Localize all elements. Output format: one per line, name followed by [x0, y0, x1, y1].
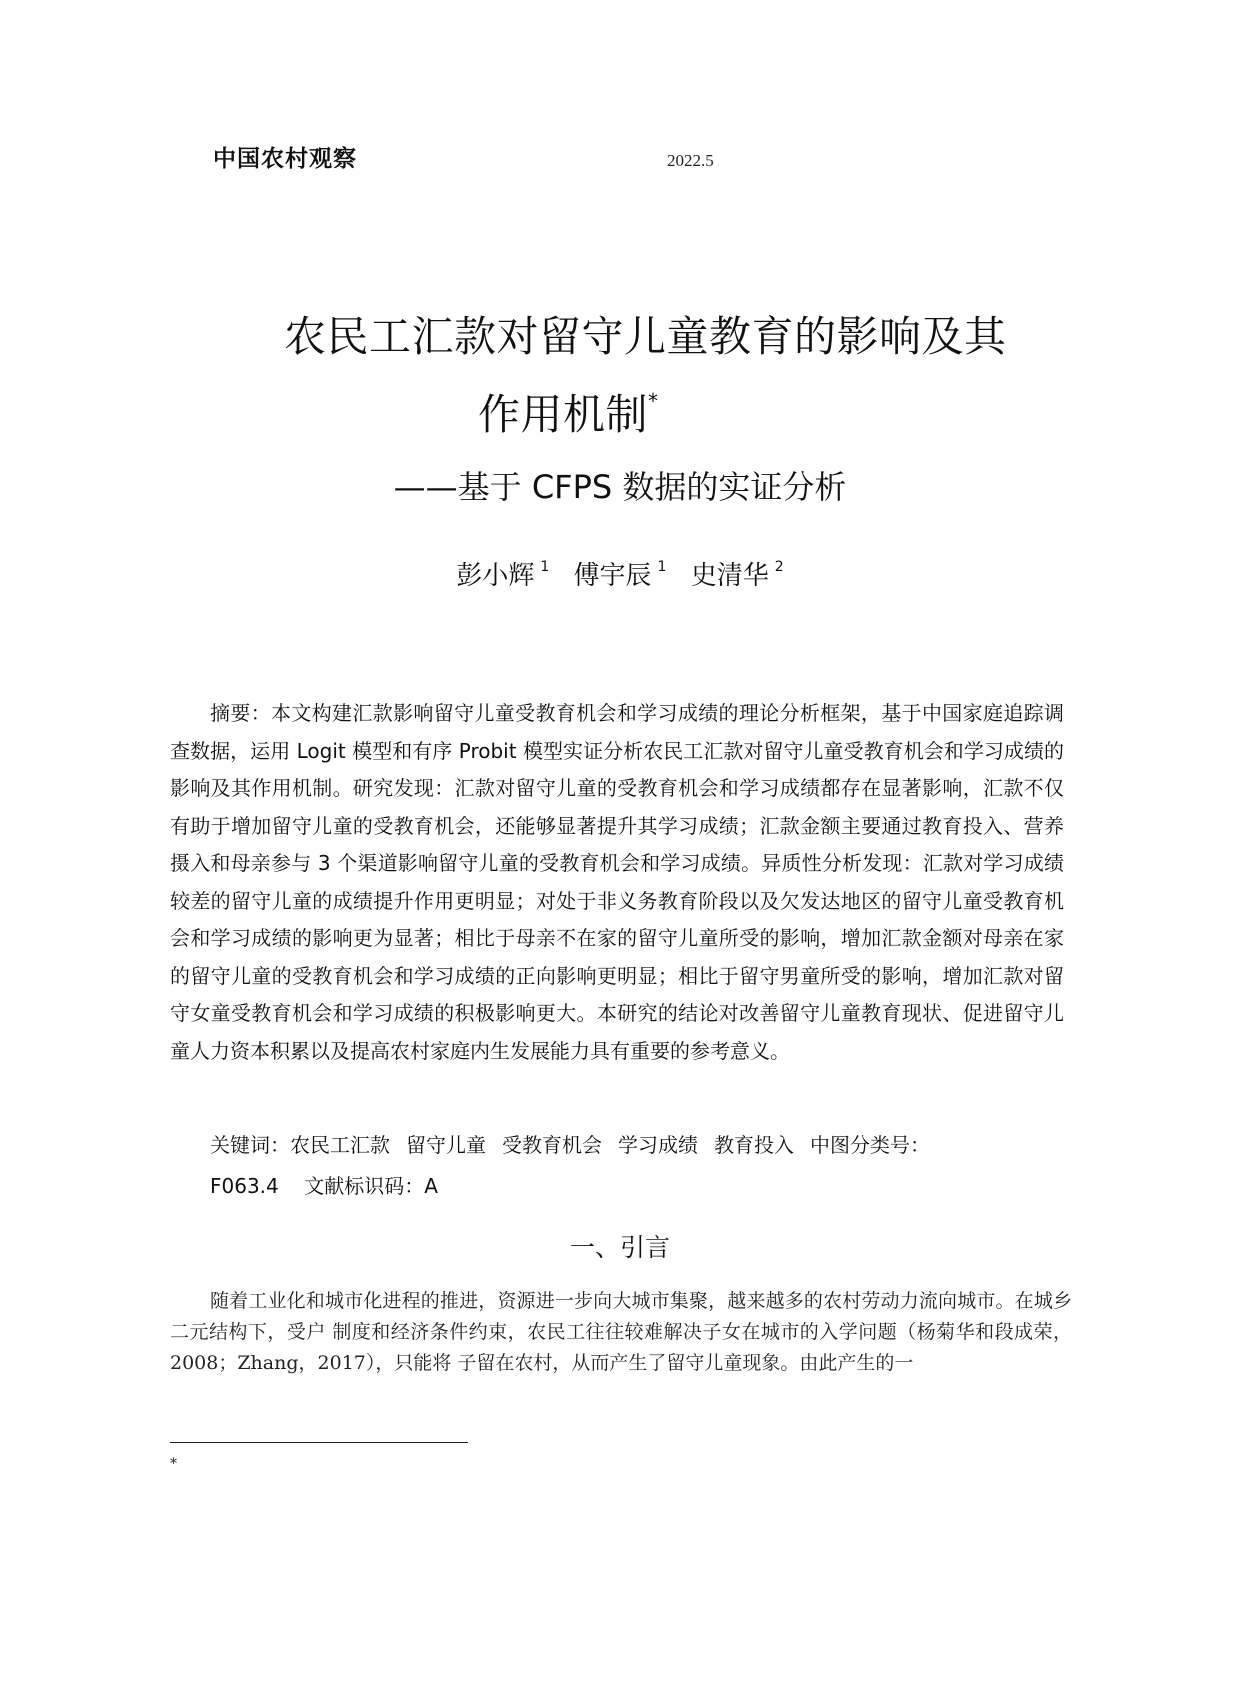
section-heading: 一、引言 — [569, 1233, 670, 1262]
title-footnote-marker[interactable]: * — [648, 389, 659, 413]
classification-line — [210, 1166, 1064, 1207]
footnote-divider — [170, 1442, 468, 1443]
keyword: 农民工汇款 — [290, 1133, 390, 1157]
author — [574, 561, 667, 591]
author-affiliation: 1 — [540, 559, 550, 576]
journal-logo: 中国农村观察 — [213, 146, 357, 172]
doc-code-value: A — [424, 1174, 438, 1198]
keyword: 留守儿童 — [406, 1133, 486, 1157]
keywords-block — [210, 1125, 1064, 1207]
keyword: 学习成绩 — [618, 1133, 698, 1157]
author-name: 史清华 — [690, 561, 769, 591]
body-paragraph: 随着工业化和城市化进程的推进，资源进一步向大城市集聚，越来越多的农村劳动力流向城市。在城乡二元结构下，受户 制度和经济条件约束，农民工往往较难解决子女在城市的入学问题（杨菊华和段成荣，2008；Zhang，2017），只能将 子留在农村，从而产生了留守儿童现象。由此产生的一 — [170, 1290, 1072, 1374]
keywords-line — [210, 1125, 1064, 1166]
author-name: 傅宇辰 — [573, 561, 652, 591]
issue-number: 2022.5 — [667, 151, 714, 170]
footnote-marker: * — [170, 1456, 177, 1472]
clc-value: F063.4 — [210, 1174, 279, 1198]
keywords-label: 关键词： — [210, 1133, 290, 1157]
title-line-2-text: 作用机制 — [478, 390, 649, 439]
author — [456, 561, 549, 591]
author-affiliation: 2 — [774, 559, 784, 576]
title-line-1: 农民工汇款对留守儿童教育的影响及其 — [284, 312, 1007, 361]
title-line-2 — [200, 372, 1140, 450]
author-name: 彭小辉 — [456, 561, 535, 591]
keyword: 教育投入 — [714, 1133, 794, 1157]
author-list — [0, 555, 1240, 592]
clc-label: 中图分类号： — [810, 1133, 930, 1157]
paper-title — [200, 302, 1140, 450]
author-affiliation: 1 — [657, 559, 667, 576]
abstract: 摘要：本文构建汇款影响留守儿童受教育机会和学习成绩的理论分析框架，基于中国家庭追踪调查数据，运用 Logit 模型和有序 Probit 模型实证分析农民工汇款对留守儿童受教育机会和学习成绩的影响及其作用机制。研究发现：汇款对留守儿童的受教育机会和学习成绩都存在显著影响，汇款不仅有助于增加留守儿童的受教育机会，还能够显著提升其学习成绩；汇款金额主要通过教育投入、营养摄入和母亲参与 3 个渠道影响留守儿童的受教育机会和学习成绩。异质性分析发现：汇款对学习成绩较差的留守儿童的成绩提升作用更明显；对处于非义务教育阶段以及欠发达地区的留守儿童受教育机会和学习成绩的影响更为显著；相比于母亲不在家的留守儿童所受的影响，增加汇款金额对母亲在家的留守儿童的受教育机会和学习成绩的正向影响更明显；相比于留守男童所受的影响，增加汇款对留守女童受教育机会和学习成绩的积极影响更大。本研究的结论对改善留守儿童教育现状、促进留守儿童人力资本积累以及提高农村家庭内生发展能力具有重要的参考意义。 — [170, 701, 1064, 1063]
author — [691, 561, 784, 591]
doc-code-label: 文献标识码： — [304, 1174, 425, 1198]
paper-subtitle: ——基于 CFPS 数据的实证分析 — [393, 468, 847, 506]
keyword: 受教育机会 — [502, 1133, 602, 1157]
